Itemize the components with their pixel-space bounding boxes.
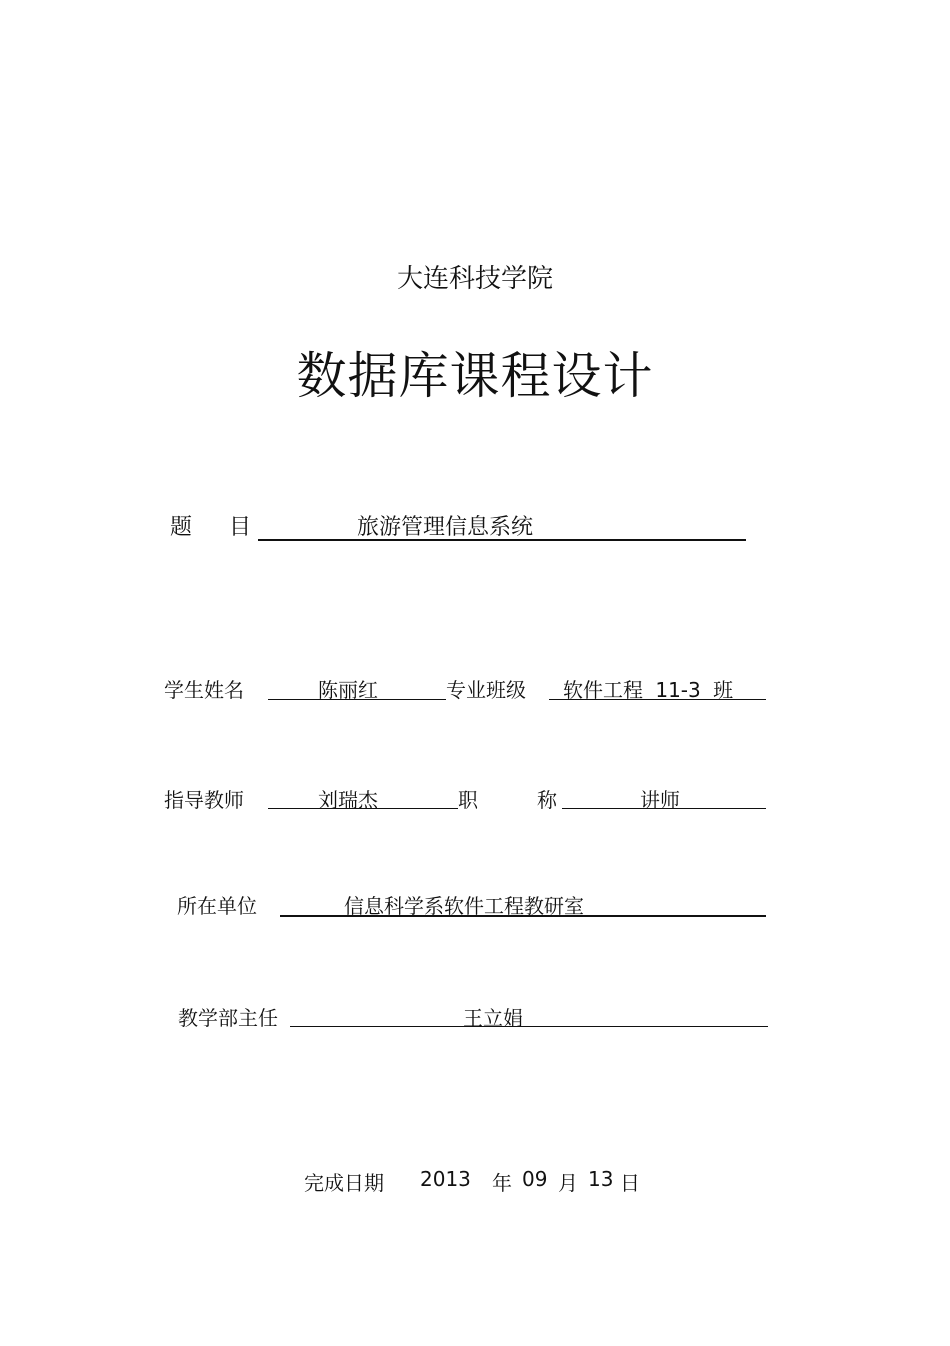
completion-date-label: 完成日期 <box>304 1171 384 1195</box>
unit-label: 所在单位 <box>177 894 257 918</box>
topic-label-1: 题 <box>170 515 193 540</box>
job-title-value: 讲师 <box>640 788 680 812</box>
dept-head-underline <box>290 1026 768 1027</box>
major-class-label: 专业班级 <box>446 678 526 702</box>
topic-value: 旅游管理信息系统 <box>357 515 534 540</box>
completion-day-unit: 日 <box>620 1171 640 1195</box>
unit-value: 信息科学系软件工程教研室 <box>344 894 584 918</box>
completion-month: 09 <box>522 1167 548 1191</box>
completion-month-unit: 月 <box>558 1171 578 1195</box>
advisor-label: 指导教师 <box>164 788 244 812</box>
major-class-value: 软件工程 11-3 班 <box>563 678 734 702</box>
dept-head-label: 教学部主任 <box>178 1006 278 1030</box>
school-name: 大连科技学院 <box>396 264 553 294</box>
job-title-label-1: 职 <box>458 788 478 812</box>
completion-day: 13 <box>588 1167 614 1191</box>
topic-label-2: 目 <box>229 515 252 540</box>
student-name-value: 陈丽红 <box>318 678 378 702</box>
completion-year-unit: 年 <box>492 1171 512 1195</box>
student-name-label: 学生姓名 <box>164 678 244 702</box>
completion-year: 2013 <box>420 1167 471 1191</box>
dept-head-value: 王立娟 <box>463 1006 523 1030</box>
job-title-label-2: 称 <box>537 788 557 812</box>
advisor-value: 刘瑞杰 <box>318 788 378 812</box>
document-title: 数据库课程设计 <box>296 347 654 405</box>
